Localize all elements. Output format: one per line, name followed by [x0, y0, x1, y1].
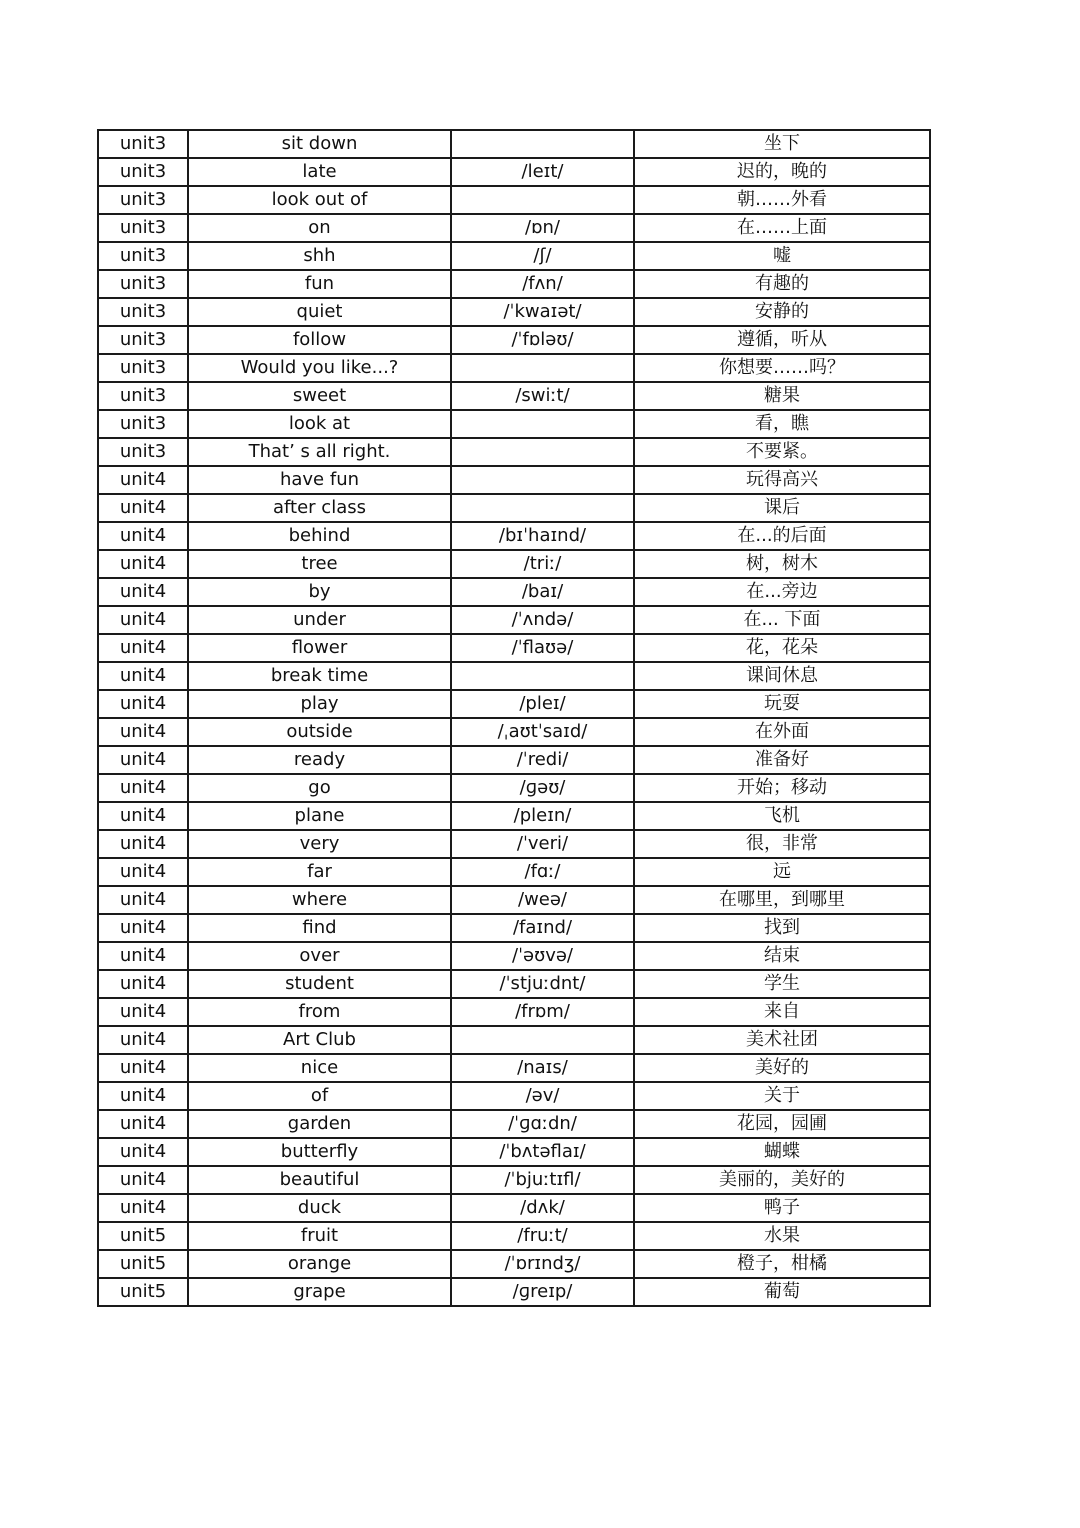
unit-cell: unit4: [98, 690, 188, 718]
word-cell: of: [188, 1082, 451, 1110]
meaning-cell: 安静的: [634, 298, 930, 326]
word-cell: sit down: [188, 130, 451, 158]
table-row: [98, 1026, 930, 1054]
unit-cell: unit3: [98, 410, 188, 438]
table-row: [98, 1082, 930, 1110]
meaning-cell: 开始；移动: [634, 774, 930, 802]
ipa-cell: /əv/: [451, 1082, 634, 1110]
ipa-cell: [451, 466, 634, 494]
word-cell: duck: [188, 1194, 451, 1222]
unit-cell: unit4: [98, 746, 188, 774]
table-row: [98, 606, 930, 634]
unit-cell: unit3: [98, 158, 188, 186]
word-cell: beautiful: [188, 1166, 451, 1194]
ipa-cell: /ɡəʊ/: [451, 774, 634, 802]
ipa-cell: /pleɪ/: [451, 690, 634, 718]
word-cell: have fun: [188, 466, 451, 494]
ipa-cell: [451, 186, 634, 214]
ipa-cell: [451, 354, 634, 382]
meaning-cell: 在...的后面: [634, 522, 930, 550]
table-row: [98, 130, 930, 158]
ipa-cell: /swiːt/: [451, 382, 634, 410]
unit-cell: unit4: [98, 802, 188, 830]
word-cell: follow: [188, 326, 451, 354]
word-cell: grape: [188, 1278, 451, 1306]
vocabulary-sheet: [97, 129, 929, 1307]
ipa-cell: /ɒn/: [451, 214, 634, 242]
unit-cell: unit3: [98, 242, 188, 270]
unit-cell: unit4: [98, 998, 188, 1026]
meaning-cell: 找到: [634, 914, 930, 942]
word-cell: flower: [188, 634, 451, 662]
table-row: [98, 438, 930, 466]
ipa-cell: [451, 662, 634, 690]
meaning-cell: 葡萄: [634, 1278, 930, 1306]
table-row: [98, 354, 930, 382]
unit-cell: unit4: [98, 914, 188, 942]
word-cell: look out of: [188, 186, 451, 214]
table-row: [98, 186, 930, 214]
meaning-cell: 美好的: [634, 1054, 930, 1082]
unit-cell: unit4: [98, 1110, 188, 1138]
unit-cell: unit3: [98, 354, 188, 382]
meaning-cell: 在外面: [634, 718, 930, 746]
meaning-cell: 嘘: [634, 242, 930, 270]
word-cell: from: [188, 998, 451, 1026]
ipa-cell: /fʌn/: [451, 270, 634, 298]
unit-cell: unit3: [98, 326, 188, 354]
table-row: [98, 158, 930, 186]
unit-cell: unit5: [98, 1250, 188, 1278]
unit-cell: unit3: [98, 130, 188, 158]
table-row: [98, 1054, 930, 1082]
table-row: [98, 830, 930, 858]
unit-cell: unit4: [98, 830, 188, 858]
meaning-cell: 糖果: [634, 382, 930, 410]
meaning-cell: 美丽的，美好的: [634, 1166, 930, 1194]
ipa-cell: /ˈbʌtəflaɪ/: [451, 1138, 634, 1166]
ipa-cell: /ˈflaʊə/: [451, 634, 634, 662]
ipa-cell: [451, 438, 634, 466]
unit-cell: unit4: [98, 634, 188, 662]
table-row: [98, 1278, 930, 1306]
word-cell: ready: [188, 746, 451, 774]
word-cell: break time: [188, 662, 451, 690]
meaning-cell: 飞机: [634, 802, 930, 830]
word-cell: outside: [188, 718, 451, 746]
unit-cell: unit4: [98, 662, 188, 690]
unit-cell: unit4: [98, 858, 188, 886]
word-cell: by: [188, 578, 451, 606]
ipa-cell: /frɒm/: [451, 998, 634, 1026]
meaning-cell: 坐下: [634, 130, 930, 158]
ipa-cell: /fɑː/: [451, 858, 634, 886]
table-row: [98, 326, 930, 354]
unit-cell: unit4: [98, 1138, 188, 1166]
unit-cell: unit4: [98, 942, 188, 970]
unit-cell: unit4: [98, 466, 188, 494]
word-cell: That’ s all right.: [188, 438, 451, 466]
table-row: [98, 662, 930, 690]
meaning-cell: 鸭子: [634, 1194, 930, 1222]
word-cell: over: [188, 942, 451, 970]
ipa-cell: /ˈveri/: [451, 830, 634, 858]
word-cell: play: [188, 690, 451, 718]
meaning-cell: 学生: [634, 970, 930, 998]
ipa-cell: /weə/: [451, 886, 634, 914]
unit-cell: unit3: [98, 438, 188, 466]
table-row: [98, 858, 930, 886]
ipa-cell: /fruːt/: [451, 1222, 634, 1250]
meaning-cell: 准备好: [634, 746, 930, 774]
table-row: [98, 774, 930, 802]
table-row: [98, 746, 930, 774]
word-cell: orange: [188, 1250, 451, 1278]
ipa-cell: /triː/: [451, 550, 634, 578]
meaning-cell: 在哪里，到哪里: [634, 886, 930, 914]
ipa-cell: /ʃ/: [451, 242, 634, 270]
ipa-cell: /ˈkwaɪət/: [451, 298, 634, 326]
meaning-cell: 蝴蝶: [634, 1138, 930, 1166]
word-cell: look at: [188, 410, 451, 438]
word-cell: under: [188, 606, 451, 634]
unit-cell: unit4: [98, 522, 188, 550]
table-row: [98, 718, 930, 746]
word-cell: student: [188, 970, 451, 998]
table-row: [98, 998, 930, 1026]
word-cell: quiet: [188, 298, 451, 326]
ipa-cell: /naɪs/: [451, 1054, 634, 1082]
unit-cell: unit4: [98, 578, 188, 606]
meaning-cell: 来自: [634, 998, 930, 1026]
table-row: [98, 690, 930, 718]
table-row: [98, 1250, 930, 1278]
table-row: [98, 466, 930, 494]
ipa-cell: /ˈəʊvə/: [451, 942, 634, 970]
meaning-cell: 远: [634, 858, 930, 886]
unit-cell: unit3: [98, 186, 188, 214]
ipa-cell: /ˈʌndə/: [451, 606, 634, 634]
word-cell: where: [188, 886, 451, 914]
meaning-cell: 橙子，柑橘: [634, 1250, 930, 1278]
meaning-cell: 课间休息: [634, 662, 930, 690]
table-row: [98, 410, 930, 438]
table-row: [98, 802, 930, 830]
table-row: [98, 242, 930, 270]
word-cell: find: [188, 914, 451, 942]
meaning-cell: 玩耍: [634, 690, 930, 718]
table-row: [98, 1194, 930, 1222]
ipa-cell: /bɪˈhaɪnd/: [451, 522, 634, 550]
meaning-cell: 花园，园圃: [634, 1110, 930, 1138]
ipa-cell: /ˈstjuːdnt/: [451, 970, 634, 998]
word-cell: plane: [188, 802, 451, 830]
unit-cell: unit4: [98, 1166, 188, 1194]
meaning-cell: 很，非常: [634, 830, 930, 858]
unit-cell: unit4: [98, 970, 188, 998]
meaning-cell: 朝……外看: [634, 186, 930, 214]
unit-cell: unit4: [98, 774, 188, 802]
table-row: [98, 1110, 930, 1138]
unit-cell: unit4: [98, 718, 188, 746]
unit-cell: unit4: [98, 1054, 188, 1082]
word-cell: on: [188, 214, 451, 242]
word-cell: fun: [188, 270, 451, 298]
meaning-cell: 有趣的: [634, 270, 930, 298]
ipa-cell: /ˌaʊtˈsaɪd/: [451, 718, 634, 746]
table-row: [98, 214, 930, 242]
unit-cell: unit4: [98, 886, 188, 914]
ipa-cell: [451, 410, 634, 438]
meaning-cell: 美术社团: [634, 1026, 930, 1054]
ipa-cell: /ˈbjuːtɪfl/: [451, 1166, 634, 1194]
table-row: [98, 1166, 930, 1194]
unit-cell: unit4: [98, 606, 188, 634]
table-row: [98, 522, 930, 550]
word-cell: go: [188, 774, 451, 802]
meaning-cell: 你想要……吗？: [634, 354, 930, 382]
unit-cell: unit3: [98, 382, 188, 410]
ipa-cell: /leɪt/: [451, 158, 634, 186]
meaning-cell: 在...旁边: [634, 578, 930, 606]
ipa-cell: /faɪnd/: [451, 914, 634, 942]
ipa-cell: /ˈredi/: [451, 746, 634, 774]
meaning-cell: 结束: [634, 942, 930, 970]
table-row: [98, 942, 930, 970]
ipa-cell: [451, 494, 634, 522]
ipa-cell: /ˈɡɑːdn/: [451, 1110, 634, 1138]
meaning-cell: 在... 下面: [634, 606, 930, 634]
table-row: [98, 578, 930, 606]
word-cell: tree: [188, 550, 451, 578]
table-row: [98, 550, 930, 578]
unit-cell: unit4: [98, 1026, 188, 1054]
word-cell: butterfly: [188, 1138, 451, 1166]
meaning-cell: 课后: [634, 494, 930, 522]
unit-cell: unit5: [98, 1278, 188, 1306]
meaning-cell: 看，瞧: [634, 410, 930, 438]
table-row: [98, 886, 930, 914]
unit-cell: unit3: [98, 270, 188, 298]
word-cell: Art Club: [188, 1026, 451, 1054]
unit-cell: unit4: [98, 1194, 188, 1222]
word-cell: after class: [188, 494, 451, 522]
meaning-cell: 水果: [634, 1222, 930, 1250]
meaning-cell: 关于: [634, 1082, 930, 1110]
table-row: [98, 970, 930, 998]
word-cell: garden: [188, 1110, 451, 1138]
table-row: [98, 914, 930, 942]
word-cell: fruit: [188, 1222, 451, 1250]
ipa-cell: [451, 1026, 634, 1054]
meaning-cell: 遵循，听从: [634, 326, 930, 354]
ipa-cell: /dʌk/: [451, 1194, 634, 1222]
table-row: [98, 1222, 930, 1250]
ipa-cell: /baɪ/: [451, 578, 634, 606]
ipa-cell: /ɡreɪp/: [451, 1278, 634, 1306]
word-cell: Would you like...?: [188, 354, 451, 382]
table-row: [98, 270, 930, 298]
unit-cell: unit4: [98, 494, 188, 522]
table-row: [98, 298, 930, 326]
meaning-cell: 树，树木: [634, 550, 930, 578]
table-row: [98, 494, 930, 522]
word-cell: far: [188, 858, 451, 886]
word-cell: behind: [188, 522, 451, 550]
ipa-cell: /ˈfɒləʊ/: [451, 326, 634, 354]
table-row: [98, 1138, 930, 1166]
meaning-cell: 在……上面: [634, 214, 930, 242]
unit-cell: unit3: [98, 214, 188, 242]
meaning-cell: 玩得高兴: [634, 466, 930, 494]
ipa-cell: [451, 130, 634, 158]
word-cell: shh: [188, 242, 451, 270]
meaning-cell: 迟的，晚的: [634, 158, 930, 186]
meaning-cell: 花，花朵: [634, 634, 930, 662]
table-row: [98, 382, 930, 410]
unit-cell: unit4: [98, 1082, 188, 1110]
word-cell: nice: [188, 1054, 451, 1082]
unit-cell: unit4: [98, 550, 188, 578]
word-cell: late: [188, 158, 451, 186]
ipa-cell: /ˈɒrɪndʒ/: [451, 1250, 634, 1278]
word-cell: very: [188, 830, 451, 858]
unit-cell: unit3: [98, 298, 188, 326]
meaning-cell: 不要紧。: [634, 438, 930, 466]
ipa-cell: /pleɪn/: [451, 802, 634, 830]
unit-cell: unit5: [98, 1222, 188, 1250]
table-row: [98, 634, 930, 662]
vocabulary-table: [97, 129, 931, 1307]
word-cell: sweet: [188, 382, 451, 410]
